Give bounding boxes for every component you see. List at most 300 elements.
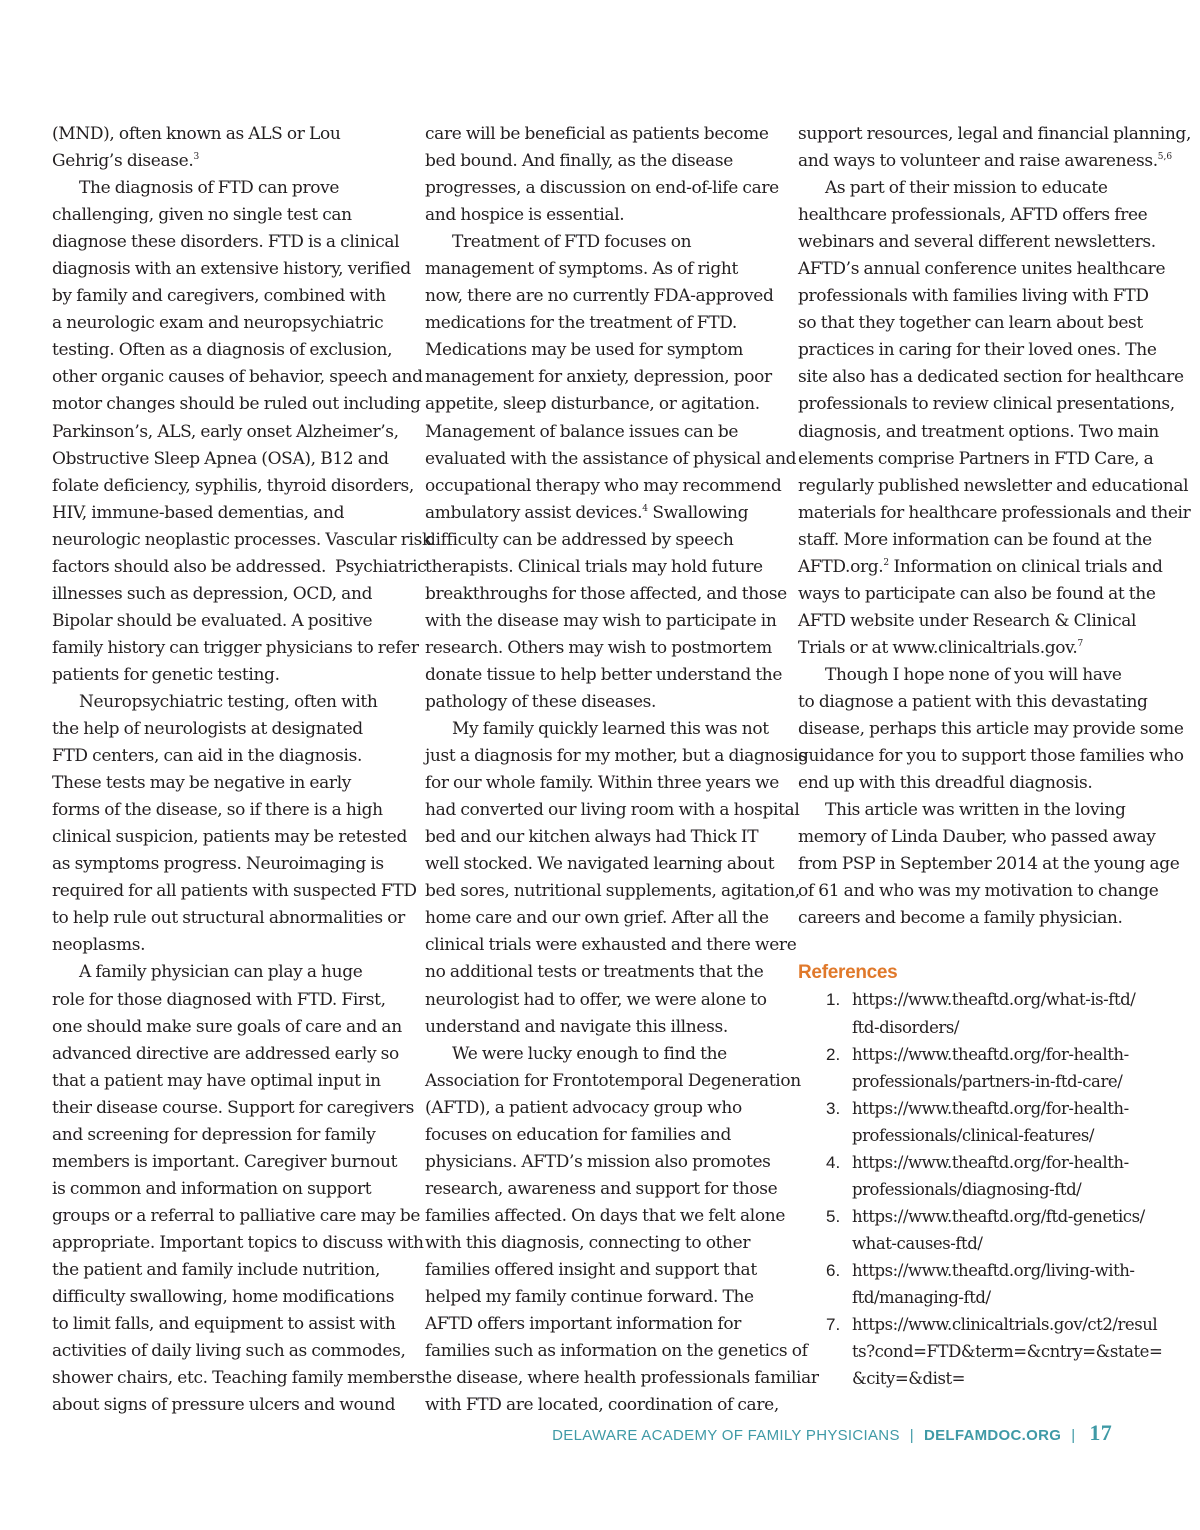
text-line: [425, 959, 775, 986]
text-line: [425, 689, 775, 716]
text-line: [52, 1392, 412, 1419]
text-line: [798, 905, 1153, 932]
text-segment: factors should also be addressed. Psychiatric: [52, 556, 427, 577]
reference-number: 1.: [826, 990, 841, 1010]
text-segment: with the disease may wish to participate in: [425, 610, 777, 631]
text-segment: groups or a referral to palliative care may be: [52, 1205, 421, 1226]
text-segment: We were lucky enough to find the: [452, 1043, 727, 1064]
text-segment: ways to participate can also be found at the: [798, 583, 1156, 604]
footer-separator: |: [909, 1427, 914, 1444]
text-line: [798, 364, 1184, 391]
text-line: [425, 743, 807, 770]
text-line: [798, 175, 1153, 202]
text-segment: just a diagnosis for my mother, but a diagnosis: [425, 746, 807, 767]
text-segment: These tests may be negative in early: [52, 773, 352, 794]
text-line: [425, 148, 775, 175]
text-segment: from PSP in September 2014 at the young age: [798, 854, 1180, 875]
text-segment: pathology of these diseases.: [425, 691, 657, 712]
text-line: [425, 662, 783, 689]
text-segment: clinical trials were exhausted and there were: [425, 935, 797, 956]
text-line: [52, 581, 412, 608]
text-line: [425, 554, 775, 581]
text-segment: AFTD.org.: [798, 556, 884, 577]
text-segment: Information on clinical trials and: [889, 556, 1163, 577]
text-line: [425, 283, 775, 310]
text-line: [425, 932, 797, 959]
text-segment: neurologist had to offer, we were alone to: [425, 989, 767, 1010]
text-line: [798, 283, 1153, 310]
text-line: [425, 824, 775, 851]
text-line: [52, 635, 419, 662]
text-segment: the help of neurologists at designated: [52, 719, 363, 740]
column-3-body: [798, 121, 1192, 932]
reference-link-line[interactable]: ts?cond=FTD&term=&cntry=&state=: [852, 1342, 1163, 1362]
text-line: [52, 175, 412, 202]
text-segment: appropriate. Important topics to discuss with: [52, 1232, 424, 1253]
column-1: [52, 121, 432, 1419]
reference-link-line[interactable]: what-causes-ftd/: [852, 1233, 983, 1253]
text-line: [425, 878, 800, 905]
text-segment: helped my family continue forward. The: [425, 1287, 754, 1308]
text-segment: Association for Frontotemporal Degeneration: [425, 1070, 801, 1091]
text-line: [52, 662, 412, 689]
reference-link-line[interactable]: professionals/partners-in-ftd-care/: [852, 1071, 1123, 1091]
text-line: [798, 202, 1153, 229]
text-segment: families such as information on the genetics of: [425, 1341, 808, 1362]
text-segment: breakthroughs for those affected, and those: [425, 583, 787, 604]
text-segment: home care and our own grief. After all the: [425, 908, 769, 929]
column-2: [425, 121, 819, 1419]
reference-link-line[interactable]: professionals/diagnosing-ftd/: [852, 1179, 1082, 1199]
references-heading: References: [798, 962, 898, 984]
text-line: [425, 391, 775, 418]
text-segment: occupational therapy who may recommend: [425, 475, 782, 496]
text-segment: healthcare professionals, AFTD offers free: [798, 205, 1148, 226]
text-segment: folate deficiency, syphilis, thyroid disorders,: [52, 475, 414, 496]
reference-item: [798, 1203, 1153, 1257]
text-segment: management for anxiety, depression, poor: [425, 367, 772, 388]
text-segment: professionals with families living with FTD: [798, 286, 1149, 307]
text-line: [798, 581, 1156, 608]
text-line: [798, 689, 1153, 716]
text-segment: regularly published newsletter and educational: [798, 475, 1189, 496]
text-line: [425, 473, 782, 500]
text-line: [52, 446, 412, 473]
text-segment: neoplasms.: [52, 935, 146, 956]
text-line: [798, 473, 1189, 500]
page-number: 17: [1089, 1420, 1112, 1445]
text-segment: so that they together can learn about best: [798, 313, 1143, 334]
text-line: [798, 148, 1173, 175]
text-segment: families affected. On days that we felt alone: [425, 1205, 786, 1226]
text-line: [425, 1338, 808, 1365]
text-line: [425, 202, 775, 229]
text-line: [425, 364, 775, 391]
text-line: [52, 1203, 421, 1230]
text-segment: Bipolar should be evaluated. A positive: [52, 610, 373, 631]
text-line: [52, 391, 421, 418]
text-segment: role for those diagnosed with FTD. First,: [52, 989, 386, 1010]
text-segment: understand and navigate this illness.: [425, 1016, 728, 1037]
text-segment: practices in caring for their loved ones. The: [798, 340, 1157, 361]
text-segment: diagnosis, and treatment options. Two main: [798, 421, 1159, 442]
text-line: [425, 1257, 775, 1284]
text-line: [798, 310, 1153, 337]
reference-link-line[interactable]: ftd-disorders/: [852, 1017, 959, 1037]
text-line: [52, 878, 417, 905]
text-segment: Gehrig’s disease.: [52, 151, 194, 172]
text-segment: support resources, legal and financial planning,: [798, 124, 1192, 144]
text-segment: bed bound. And finally, as the disease: [425, 151, 733, 172]
text-line: [52, 500, 412, 527]
text-segment: physicians. AFTD’s mission also promotes: [425, 1151, 771, 1172]
text-line: [52, 473, 412, 500]
reference-number: 3.: [826, 1098, 841, 1118]
text-segment: A family physician can play a huge: [79, 962, 363, 983]
text-segment: clinical suspicion, patients may be retested: [52, 827, 407, 848]
footer-separator-2: |: [1071, 1427, 1076, 1444]
text-line: [798, 391, 1175, 418]
text-line: [425, 1014, 775, 1041]
text-segment: of 61 and who was my motivation to change: [798, 881, 1159, 902]
text-line: [425, 1149, 775, 1176]
text-line: [52, 364, 423, 391]
text-line: [425, 1365, 819, 1392]
text-line: [425, 419, 775, 446]
text-segment: diagnosis with an extensive history, verified: [52, 259, 411, 280]
text-segment: The diagnosis of FTD can prove: [79, 178, 340, 199]
text-segment: shower chairs, etc. Teaching family members: [52, 1368, 425, 1389]
text-segment: disease, perhaps this article may provide some: [798, 719, 1184, 740]
text-segment: professionals to review clinical presentations,: [798, 394, 1175, 415]
text-line: [798, 608, 1153, 635]
text-segment: advanced directive are addressed early so: [52, 1043, 399, 1064]
text-segment: no additional tests or treatments that the: [425, 962, 764, 983]
text-line: [52, 770, 412, 797]
text-segment: challenging, given no single test can: [52, 205, 352, 226]
text-segment: My family quickly learned this was not: [452, 719, 769, 740]
text-segment: end up with this dreadful diagnosis.: [798, 773, 1093, 794]
text-segment: Swallowing: [647, 502, 749, 523]
page-footer: [552, 1420, 1112, 1446]
text-segment: their disease course. Support for caregivers: [52, 1097, 414, 1118]
text-segment: motor changes should be ruled out including: [52, 394, 421, 415]
text-segment: ambulatory assist devices.: [425, 502, 643, 523]
text-segment: members is important. Caregiver burnout: [52, 1151, 398, 1172]
text-line: [425, 121, 775, 148]
text-segment: AFTD offers important information for: [425, 1314, 741, 1335]
text-segment: therapists. Clinical trials may hold future: [425, 556, 763, 577]
text-line: [425, 635, 775, 662]
reference-link-line[interactable]: https://www.theaftd.org/ftd-genetics/: [852, 1206, 1145, 1226]
text-line: [52, 1230, 424, 1257]
text-segment: difficulty can be addressed by speech: [425, 529, 734, 550]
text-line: [798, 824, 1156, 851]
footer-organization: DELAWARE ACADEMY OF FAMILY PHYSICIANS: [552, 1427, 900, 1444]
text-segment: progresses, a discussion on end-of-life care: [425, 178, 779, 199]
text-line: [798, 500, 1191, 527]
text-segment: with FTD are located, coordination of care,: [425, 1395, 779, 1416]
text-line: [798, 716, 1184, 743]
text-line: [425, 1230, 775, 1257]
text-segment: and screening for depression for family: [52, 1124, 376, 1145]
text-line: [52, 1311, 412, 1338]
text-segment: by family and caregivers, combined with: [52, 286, 386, 307]
text-line: [798, 419, 1159, 446]
text-line: [52, 824, 412, 851]
text-line: [52, 148, 412, 175]
text-line: [798, 446, 1153, 473]
text-segment: research. Others may wish to postmortem: [425, 637, 772, 658]
text-line: [425, 608, 775, 635]
text-segment: Parkinson’s, ALS, early onset Alzheimer’s,: [52, 421, 399, 442]
text-line: [52, 608, 412, 635]
text-segment: Management of balance issues can be: [425, 421, 739, 442]
text-line: [798, 527, 1153, 554]
text-segment: guidance for you to support those families who: [798, 746, 1184, 767]
reference-number: 7.: [826, 1315, 841, 1335]
reference-item: [798, 986, 1153, 1040]
text-line: [52, 1176, 412, 1203]
text-line: [52, 229, 412, 256]
text-line: [425, 581, 787, 608]
text-segment: elements comprise Partners in FTD Care, a: [798, 448, 1154, 469]
text-segment: patients for genetic testing.: [52, 664, 280, 685]
text-segment: family history can trigger physicians to refer: [52, 637, 419, 658]
text-line: [52, 1284, 412, 1311]
reference-item: [798, 1149, 1153, 1203]
text-segment: now, there are no currently FDA-approved: [425, 286, 774, 307]
text-segment: site also has a dedicated section for healthcare: [798, 367, 1184, 388]
text-line: [52, 419, 412, 446]
text-segment: and hospice is essential.: [425, 205, 625, 226]
text-line: [52, 337, 412, 364]
text-segment: bed and our kitchen always had Thick IT: [425, 827, 759, 848]
text-segment: families offered insight and support that: [425, 1259, 757, 1280]
text-segment: management of symptoms. As of right: [425, 259, 738, 280]
text-line: [52, 202, 412, 229]
text-line: [425, 527, 775, 554]
text-segment: illnesses such as depression, OCD, and: [52, 583, 373, 604]
text-line: [52, 283, 412, 310]
text-segment: about signs of pressure ulcers and wound: [52, 1395, 396, 1416]
text-line: [52, 689, 412, 716]
reference-link-line[interactable]: https://www.theaftd.org/living-with-: [852, 1260, 1135, 1280]
text-segment: donate tissue to help better understand the: [425, 664, 783, 685]
text-segment: webinars and several different newsletters.: [798, 232, 1156, 253]
text-line: [425, 1284, 775, 1311]
text-segment: appetite, sleep disturbance, or agitation.: [425, 394, 760, 415]
text-line: [52, 554, 427, 581]
text-line: [798, 878, 1159, 905]
text-segment: a neurologic exam and neuropsychiatric: [52, 313, 384, 334]
text-segment: (AFTD), a patient advocacy group who: [425, 1097, 742, 1118]
text-line: [425, 987, 775, 1014]
text-line: [798, 337, 1157, 364]
text-line: [425, 1311, 775, 1338]
text-segment: Treatment of FTD focuses on: [452, 232, 692, 253]
text-segment: and ways to volunteer and raise awareness.: [798, 151, 1158, 172]
text-line: [52, 527, 432, 554]
text-line: [52, 1041, 412, 1068]
text-line: [52, 256, 412, 283]
text-segment: AFTD’s annual conference unites healthcare: [798, 259, 1166, 280]
text-segment: activities of daily living such as commodes,: [52, 1341, 406, 1362]
text-line: [798, 743, 1184, 770]
text-segment: As part of their mission to educate: [825, 178, 1108, 199]
text-segment: with this diagnosis, connecting to other: [425, 1232, 751, 1253]
text-segment: testing. Often as a diagnosis of exclusion,: [52, 340, 393, 361]
text-line: [425, 716, 775, 743]
text-line: [425, 770, 780, 797]
text-line: [52, 1257, 412, 1284]
text-line: [798, 256, 1166, 283]
text-segment: medications for the treatment of FTD.: [425, 313, 737, 334]
reference-link-line[interactable]: https://www.theaftd.org/what-is-ftd/: [852, 990, 1136, 1010]
reference-item: [798, 1311, 1163, 1392]
text-segment: neurologic neoplastic processes. Vascular risk: [52, 529, 432, 550]
citation-superscript: 2: [883, 557, 890, 568]
reference-item: [798, 1095, 1153, 1149]
text-line: [52, 851, 412, 878]
reference-number: 2.: [826, 1044, 841, 1064]
reference-number: 5.: [826, 1206, 841, 1226]
text-segment: to diagnose a patient with this devastating: [798, 691, 1148, 712]
text-segment: forms of the disease, so if there is a high: [52, 800, 383, 821]
text-line: [425, 500, 775, 527]
text-line: [425, 337, 775, 364]
text-segment: other organic causes of behavior, speech and: [52, 367, 423, 388]
text-line: [425, 1122, 775, 1149]
text-segment: evaluated with the assistance of physical and: [425, 448, 797, 469]
text-segment: bed sores, nutritional supplements, agitation,: [425, 881, 800, 902]
text-segment: the disease, where health professionals familiar: [425, 1368, 819, 1389]
column-3: [798, 121, 1192, 1392]
text-line: [425, 905, 775, 932]
text-line: [425, 1176, 778, 1203]
citation-superscript: 7: [1077, 638, 1084, 649]
text-segment: diagnose these disorders. FTD is a clinical: [52, 232, 400, 253]
text-line: [52, 1122, 412, 1149]
text-line: [425, 1095, 775, 1122]
reference-item: [798, 1257, 1153, 1311]
text-line: [798, 121, 1192, 148]
text-line: [798, 635, 1153, 662]
text-line: [798, 851, 1180, 878]
text-segment: is common and information on support: [52, 1178, 372, 1199]
reference-link-line[interactable]: https://www.theaftd.org/for-health-: [852, 1152, 1129, 1172]
reference-link-line[interactable]: professionals/clinical-features/: [852, 1125, 1095, 1145]
text-segment: AFTD website under Research & Clinical: [798, 610, 1137, 631]
text-line: [52, 1095, 412, 1122]
text-segment: required for all patients with suspected FTD: [52, 881, 417, 902]
text-segment: materials for healthcare professionals and their: [798, 502, 1191, 523]
text-segment: as symptoms progress. Neuroimaging is: [52, 854, 384, 875]
reference-link-line[interactable]: ftd/managing-ftd/: [852, 1287, 991, 1307]
text-line: [425, 1392, 779, 1419]
text-line: [52, 716, 412, 743]
text-segment: well stocked. We navigated learning about: [425, 854, 775, 875]
text-line: [52, 987, 412, 1014]
text-line: [798, 770, 1153, 797]
text-segment: to limit falls, and equipment to assist with: [52, 1314, 396, 1335]
text-segment: Neuropsychiatric testing, often with: [79, 691, 378, 712]
text-line: [798, 797, 1153, 824]
text-line: [425, 229, 775, 256]
text-line: [52, 1365, 425, 1392]
reference-number: 4.: [826, 1152, 841, 1172]
text-segment: research, awareness and support for those: [425, 1178, 778, 1199]
text-segment: to help rule out structural abnormalities or: [52, 908, 405, 929]
text-line: [52, 1068, 412, 1095]
text-line: [52, 1338, 412, 1365]
text-line: [425, 851, 775, 878]
text-segment: that a patient may have optimal input in: [52, 1070, 381, 1091]
text-segment: for our whole family. Within three years we: [425, 773, 780, 794]
text-line: [425, 256, 775, 283]
text-line: [52, 743, 412, 770]
footer-website: DELFAMDOC.ORG: [923, 1427, 1062, 1444]
text-segment: (MND), often known as ALS or Lou: [52, 124, 341, 144]
text-line: [52, 959, 412, 986]
text-line: [798, 662, 1153, 689]
reference-link-line[interactable]: https://www.clinicaltrials.gov/ct2/resul: [852, 1315, 1158, 1335]
text-line: [52, 1149, 412, 1176]
text-segment: HIV, immune-based dementias, and: [52, 502, 345, 523]
text-line: [425, 1203, 786, 1230]
text-line: [425, 310, 775, 337]
reference-number: 6.: [826, 1260, 841, 1280]
text-line: [425, 797, 800, 824]
text-segment: Obstructive Sleep Apnea (OSA), B12 and: [52, 448, 389, 469]
reference-item: [798, 1041, 1153, 1095]
text-segment: FTD centers, can aid in the diagnosis.: [52, 746, 363, 767]
text-segment: the patient and family include nutrition,: [52, 1259, 381, 1280]
text-line: [52, 797, 412, 824]
text-line: [425, 175, 779, 202]
text-segment: staff. More information can be found at the: [798, 529, 1152, 550]
reference-link-line[interactable]: https://www.theaftd.org/for-health-: [852, 1044, 1129, 1064]
text-segment: memory of Linda Dauber, who passed away: [798, 827, 1156, 848]
text-segment: careers and become a family physician.: [798, 908, 1123, 929]
reference-link-line[interactable]: https://www.theaftd.org/for-health-: [852, 1098, 1129, 1118]
text-segment: This article was written in the loving: [825, 800, 1126, 821]
text-line: [425, 446, 797, 473]
text-line: [52, 905, 412, 932]
text-line: [425, 1068, 801, 1095]
text-segment: Medications may be used for symptom: [425, 340, 743, 361]
text-line: [52, 1014, 412, 1041]
references-list: [798, 986, 1163, 1392]
text-line: [798, 554, 1163, 581]
citation-superscript: 5,6: [1157, 152, 1173, 163]
text-segment: had converted our living room with a hospital: [425, 800, 800, 821]
text-line: [52, 310, 412, 337]
text-segment: difficulty swallowing, home modifications: [52, 1287, 395, 1308]
text-line: [52, 932, 412, 959]
text-segment: Though I hope none of you will have: [825, 664, 1122, 685]
text-line: [798, 229, 1156, 256]
text-segment: one should make sure goals of care and an: [52, 1016, 402, 1037]
text-line: [425, 1041, 775, 1068]
citation-superscript: 4: [642, 503, 648, 514]
text-segment: Trials or at www.clinicaltrials.gov.: [798, 637, 1078, 658]
text-line: [52, 121, 412, 148]
text-segment: focuses on education for families and: [425, 1124, 732, 1145]
text-segment: care will be beneficial as patients become: [425, 124, 769, 144]
citation-superscript: 3: [193, 152, 200, 163]
reference-link-line[interactable]: &city=&dist=: [852, 1369, 966, 1389]
